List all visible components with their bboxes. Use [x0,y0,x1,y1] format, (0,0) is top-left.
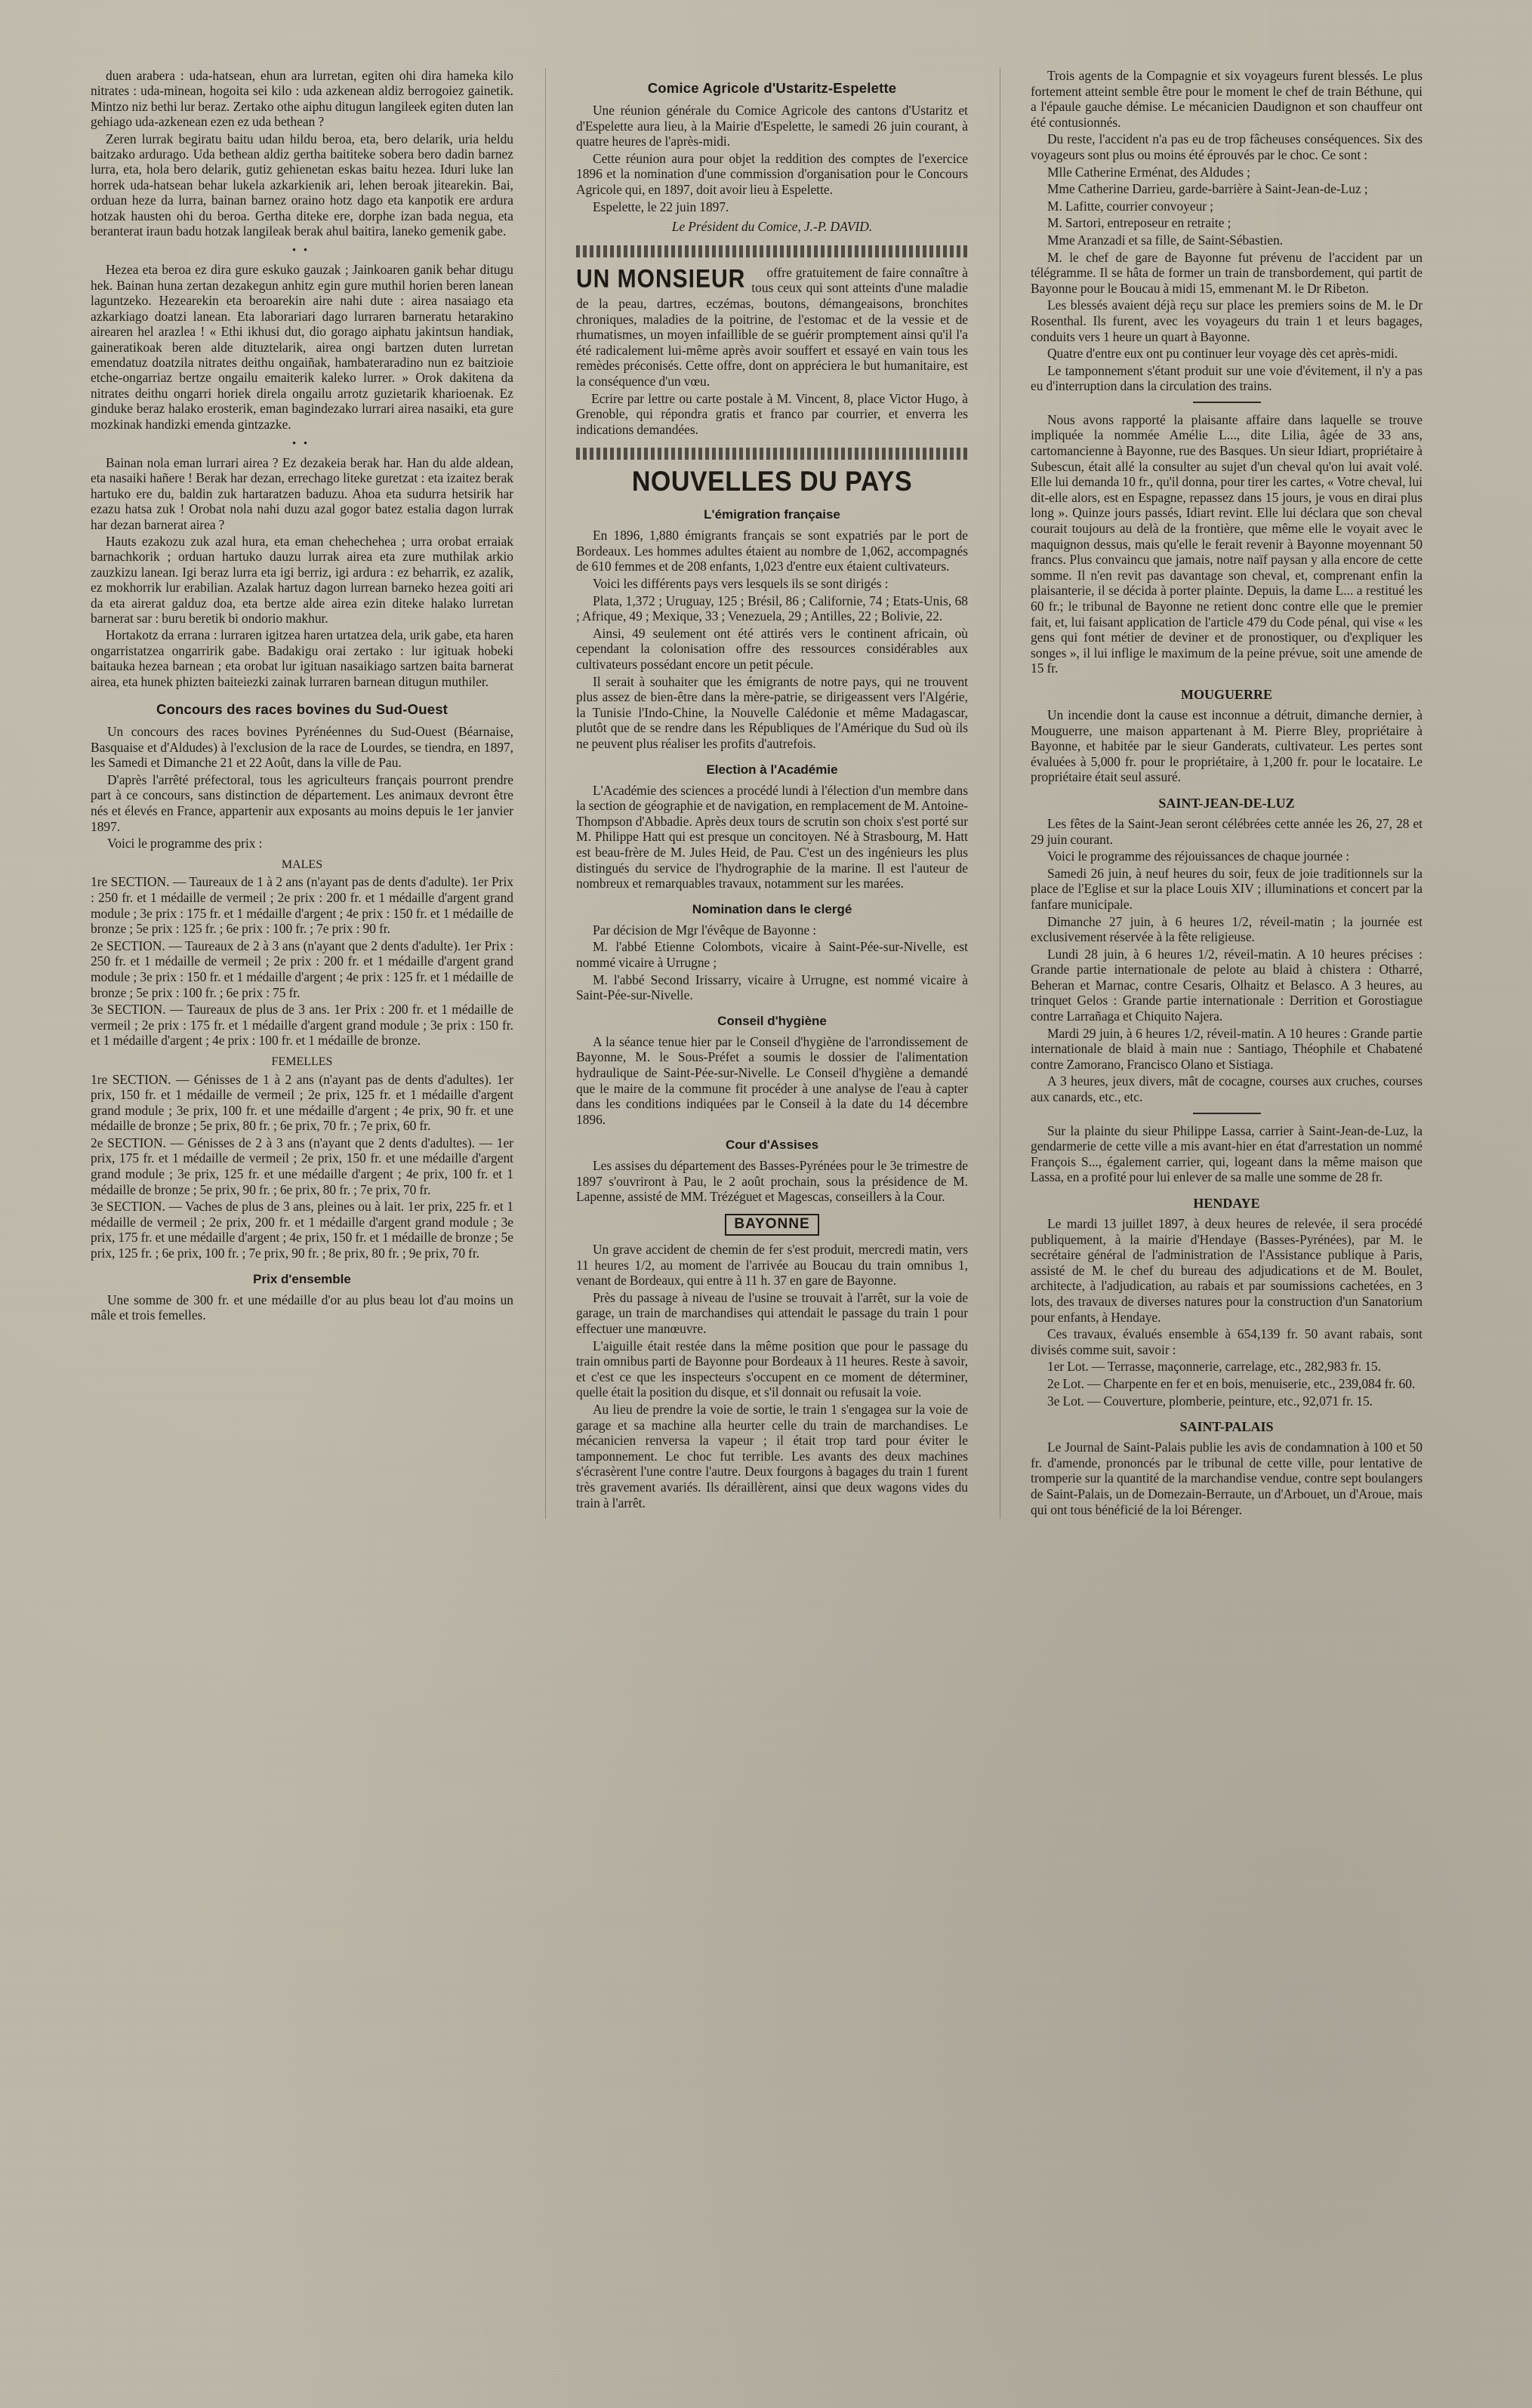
concours-para: Voici le programme des prix : [107,836,263,851]
hendaye-lot: 1er Lot. — Terrasse, maçonnerie, carrelage, etc., 282,983 fr. 15. [1047,1359,1381,1375]
victim-entry: Mme Aranzadi et sa fille, de Saint-Sébastien. [1047,232,1284,248]
emigration-para: Plata, 1,372 ; Uruguay, 125 ; Brésil, 86 ; Californie, 74 ; Etats-Unis, 68 ; Afrique, 49 ; Mexique, 33 ; Venezuela, 29 ; Antilles, 22 ; Bolivie, 22. [576,593,968,624]
comice-heading: Comice Agricole d'Ustaritz-Espelette [647,80,897,96]
bayonne-para: L'aiguille était restée dans la même position que pour le passage du train omnibus parti de Bayonne pour Bordeaux à 11 heures. Reste à savoir, et c'est ce que les inspecteurs s'occupent en ce moment de déterminer, quelle était la position du disque, et s'il donnait ou refusait la voie. [576,1338,968,1400]
basque-article-para: Hortakotz da errana : lurraren igitzea haren urtatzea dela, urik gabe, eta haren ongarristatzea ongarririk gabe. Badakigu orai zertako : lur igituak hobeki baitauka hezea barnean ; eta orobat lur igituan nasaikiago sartzen baita barnerat airea, eta hunek phizten baiteiezki zainak lurraren barnean ditugun muthiler. [91,627,513,689]
assises-heading: Cour d'Assises [725,1138,819,1153]
sjl-para: Les fêtes de la Saint-Jean seront célébrées cette année les 26, 27, 28 et 29 juin courant. [1031,815,1423,847]
emigration-para: Voici les différents pays vers lesquels ils se sont dirigés : [593,576,889,592]
ad-para: Ecrire par lettre ou carte postale à M. Vincent, 8, place Victor Hugo, à Grenoble, qui répondra gratis et franco par courrier, et enverra les indications demandées. [576,390,968,437]
male-section: 2e SECTION. — Taureaux de 2 à 3 ans (n'ayant que 2 dents d'adulte). 1er Prix : 250 fr. et 1 médaille de vermeil ; 2e prix : 200 fr. et 1 médaille d'argent grand module ; 3e prix : 150 fr. et 1 médaille d'argent ; 4e prix : 125 fr. et 1 médaille de bronze ; 5e prix : 100 fr. ; 6e prix : 75 fr. [91,938,513,1000]
female-section: 1re SECTION. — Génisses de 1 à 2 ans (n'ayant pas de dents d'adultes). 1er prix, 150 fr. et 1 médaille de vermeil ; 2e prix, 125 fr. et 1 médaille d'argent grand module ; 3e prix, 100 fr. et une médaille d'argent ; 4e prix, 90 fr. et une médaille de bronze ; 5e prix, 80 fr. ; 6e prix, 70 fr. ; 7e prix, 60 fr. [91,1071,513,1134]
nomination-para: Par décision de Mgr l'évêque de Bayonne : [593,922,817,938]
comice-para: Cette réunion aura pour objet la reddition des comptes de l'exercice 1896 et la nomination d'une commission d'organisation pour le Concours Agricole qui, en 1897, doit avoir lieu à Espelette. [576,150,968,197]
female-section: 3e SECTION. — Vaches de plus de 3 ans, pleines ou à lait. 1er prix, 225 fr. et 1 médaille de vermeil ; 2e prix, 200 fr. et 1 médaille d'argent grand module ; 3e prix, 175 fr. et une médaille d'argent ; 4e prix, 150 fr. et 1 médaille de bronze ; 5e prix, 125 fr. ; 6e prix, 100 fr. ; 7e prix, 90 fr. ; 8e prix, 80 fr. ; 9e prix, 70 fr. [91,1199,513,1261]
comice-para: Une réunion générale du Comice Agricole des cantons d'Ustaritz et d'Espelette aura lieu, à la Mairie d'Espelette, le samedi 26 juin courant, à quatre heures de l'après-midi. [576,103,968,149]
female-section: 2e SECTION. — Génisses de 2 à 3 ans (n'ayant que 2 dents d'adultes). — 1er prix, 175 fr. et 1 médaille de vermeil ; 2e prix, 150 fr. et une médaille d'argent grand module ; 3e prix, 125 fr. et une médaille d'argent ; 4e prix, 100 fr. et 1 médaille de bronze ; 5e prix, 90 fr. ; 6e prix, 80 fr. ; 7e prix, 70 fr. [91,1135,513,1197]
sjl-para: Voici le programme des réjouissances de chaque journée : [1047,848,1350,864]
column-two [545,68,968,1519]
hendaye-para: Ces travaux, évalués ensemble à 654,139 fr. 50 avant rabais, sont divisés comme suit, savoir : [1031,1326,1423,1357]
ornament-dots: • • [291,245,313,257]
victim-entry: M. Lafitte, courrier convoyeur ; [1047,198,1213,214]
sjl-para: Sur la plainte du sieur Philippe Lassa, carrier à Saint-Jean-de-Luz, la gendarmerie de cette ville a mis avant-hier en état d'arrestation un nommé François S..., également carrier, qui, logeant dans la même maison que Lassa, en a profité pour lui enlever de sa malle une somme de 28 fr. [1031,1122,1423,1185]
sjl-para: A 3 heures, jeux divers, mât de cocagne, courses aux cruches, courses aux canards, etc., etc. [1031,1073,1423,1105]
concours-para: Un concours des races bovines Pyrénéennes du Sud-Ouest (Béarnaise, Basquaise et d'Aldudes) à l'exclusion de la race de Lourdes, se tiendra, en 1897, les Samedi et Dimanche 21 et 22 Août, dans la ville de Pau. [91,724,513,771]
prix-ensemble-para: Une somme de 300 fr. et une médaille d'or au plus beau lot d'au moins un mâle et trois femelles. [91,1292,513,1323]
emigration-para: En 1896, 1,880 émigrants français se sont expatriés par le port de Bordeaux. Les hommes adultes étaient au nombre de 1,062, accompagnés de 610 femmes et de 208 enfants, 1,023 d'entre eux étaient cultivateurs. [576,528,968,574]
sjl-para: Mardi 29 juin, à 6 heures 1/2, réveil-matin. A 10 heures : Grande partie internationale de blaid à main nue : Santiago, Théophile et Chabatené contre Zamorano, Francisco Olano et Sistiaga. [1031,1025,1423,1072]
ad-lead-word: UN MONSIEUR [576,264,746,294]
saint-jean-de-luz-heading: SAINT-JEAN-DE-LUZ [1158,795,1295,811]
victim-entry: Mme Catherine Darrieu, garde-barrière à Saint-Jean-de-Luz ; [1047,181,1368,197]
affaire-para: Nous avons rapporté la plaisante affaire dans laquelle se trouve impliquée la nommée Amélie L..., dite Lilia, âgée de 33 ans, cartomancienne à Bayonne, rue des Basques. Un sieur Idiart, propriétaire à Subescun, était allé la consulter au sujet d'un cheval qu'on lui avait volé. Elle lui demanda 10 fr., qu'il donna, pour tirer les cartes, « Votre cheval, lui dit-elle alors, est en Espagne, repassez dans 15 jours, je vous en dirai plus long ». Quinze jours passés, Idiart revint. Elle lui déclara que son cheval courait toujours au delà de la frontière, que même elle le voyait avec le maquignon dessus, mais qu'elle le ferait revenir à Bayonne moyennant 50 francs. Plus convaincu que jamais, notre naïf paysan y alla encore de cette somme. Il n'en revit pas davantage son cheval, et, comprenant enfin la plaisanterie, il se décida à porter plainte. Depuis, la dame L... a restitué les 60 fr.; le tribunal de Bayonne ne retient donc contre elle que le premier fait, et, lui faisant application de l'article 479 du Code pénal, qui vise « les gens qui font métier de deviner et de pronostiquer, ou d'expliquer les songes », il lui inflige le maximum de la peine prévue, soit une amende de 15 fr. [1031,411,1423,676]
sjl-para: Dimanche 27 juin, à 6 heures 1/2, réveil-matin ; la journée est exclusivement réservée à la fête religieuse. [1031,913,1423,945]
nomination-para: M. l'abbé Etienne Colombots, vicaire à Saint-Pée-sur-Nivelle, est nommé vicaire à Urrugne ; [576,939,968,970]
hendaye-lot: 3e Lot. — Couverture, plomberie, peinture, etc., 92,071 fr. 15. [1047,1393,1373,1409]
column-three [1000,68,1423,1519]
bayonne-cont-para: Le tamponnement s'étant produit sur une voie d'évitement, il n'y a pas eu d'interruption dans la circulation des trains. [1031,362,1423,394]
victim-entry: Mlle Catherine Erménat, des Aldudes ; [1047,164,1250,180]
three-column-layout [91,68,1441,1519]
basque-article-para: Bainan nola eman lurrari airea ? Ez dezakeia berak har. Han du alde aldean, eta nasaiki hañere ! Berak har dezan, errechago liteke guretzat : eta izaitez berak hartuko ere du, baldin zuk hartaratzen baduzu. Ahoa eta sudurra hetsirik har ezazu hatsa zuk ! Orobat nola nahi duzu azal gogor batez estalia dagon lurrak har dezan barnerat airea ? [91,454,513,532]
basque-article-para: Hezea eta beroa ez dira gure eskuko gauzak ; Jainkoaren ganik behar ditugu hek. Bainan huna zertan dezakegun anhitz egin gure muthil horien beren lanean laguntzeko. Hezearekin eta beroarekin aire nahi dute : airea nasaiago eta azkarkiago doatzi lanean. Eta laborariari dago lurraren barneratu hetarakino airearen hel arazlea ! « Ethi ikhusi dut, dio gorago aiphatu jakintsun handiak, gaineratikoak beren alde dituztelarik, airea ongi bartzen duten lurretan emendatuz doatzila nitrates deithu ongaiñak, hambateraradino nun ez baitzioie etche-ongarriaz bertze ongailu emaiterik kaleko lurrer. » Orok dakitena da nitrates deithu ongarri horiek direla ongailu arrotz guzietarik kharioenak. Ez ginduke beraz halako erosterik, eman bagindezako lurrari airea nasaiki, eta gure mozkinak handizki emenda gintzazke. [91,262,513,432]
sjl-para: Samedi 26 juin, à neuf heures du soir, feux de joie traditionnels sur la place de l'Eglise et sur la place Louis XIV ; illuminations et concert par la fanfare municipale. [1031,865,1423,912]
femelles-heading: FEMELLES [271,1055,333,1068]
mouguerre-para: Un incendie dont la cause est inconnue a détruit, dimanche dernier, à Mouguerre, une maison appartenant à M. Pierre Bley, propriétaire à Bayonne, et habitée par le sieur Ganderats, cultivateur. Les pertes sont évaluées à 5,000 fr. pour le propriétaire, à 1,200 fr. pour le locataire. Le propriétaire était seul assuré. [1031,707,1423,785]
ornamental-rule [576,448,968,460]
emigration-para: Ainsi, 49 seulement ont été attirés vers le continent africain, où cependant la colonisation offre des ressources considérables aux cultivateurs possédant encore un petit pécule. [576,625,968,673]
comice-para: Espelette, le 22 juin 1897. [593,199,729,214]
ad-para: offre gratuitement de faire connaître à tous ceux qui sont atteints d'une maladie de la peau, dartres, eczémas, boutons, démangeaisons, bronchites chroniques, maladies de la poitrine, de l'estomac et de la vessie et de rhumatismes, un moyen infaillible de se guérir promptement ainsi qu'il l'a été radicalement lui-même après avoir souffert et essayé en vain tous les remèdes préconisés. Cette offre, dont on appréciera le but humanitaire, est la conséquence d'un vœu. [576,264,968,389]
ornament-dots: • • [291,437,313,450]
ornamental-rule [576,245,968,257]
bayonne-cont-para: Du reste, l'accident n'a pas eu de trop fâcheuses conséquences. Six des voyageurs sont plus ou moins été éprouvés par le choc. Ce sont : [1031,131,1423,162]
saint-palais-heading: SAINT-PALAIS [1179,1419,1274,1435]
bayonne-para: Près du passage à niveau de l'usine se trouvait à l'arrêt, sur la voie de garage, un train de marchandises qui attendait le passage du train 1 pour effectuer une manœuvre. [576,1289,968,1337]
stpalais-para: Le Journal de Saint-Palais publie les avis de condamnation à 100 et 50 fr. d'amende, prononcés par le tribunal de cette ville, pour lentative de tromperie sur la quantité de la marchandise vendue, contre sept boulangers de Saint-Palais, un de Domezain-Berraute, un d'Arbouet, un d'Aroue, mais qui ont tous bénéficié de la loi Bérenger. [1031,1440,1423,1517]
emigration-para: Il serait à souhaiter que les émigrants de notre pays, qui ne trouvent plus assez de bien-être dans la mère-patrie, se dirigeassent vers l'Algérie, la Tunisie l'Indo-Chine, la Nouvelle Calédonie et même Madagascar, plutôt que de se rendre dans les Républiques de l'Amérique du Sud où ils ne peuvent plus réaliser les profits d'autrefois. [576,673,968,751]
hendaye-heading: HENDAYE [1193,1196,1260,1211]
academie-heading: Election à l'Académie [706,762,838,777]
hendaye-lot: 2e Lot. — Charpente en fer et en bois, menuiserie, etc., 239,084 fr. 60. [1047,1375,1416,1391]
nomination-para: M. l'abbé Second Irissarry, vicaire à Urrugne, est nommé vicaire à Saint-Pée-sur-Nivelle. [576,972,968,1003]
emigration-heading: L'émigration française [704,507,840,522]
males-list [91,874,513,1048]
bayonne-cont-para: Quatre d'entre eux ont pu continuer leur voyage dès cet après-midi. [1047,346,1398,362]
bayonne-para: Un grave accident de chemin de fer s'est produit, mercredi matin, vers 11 heures 1/2, au moment de l'arrivée au Boucau du train omnibus 1, venant de Bordeaux, qui entre à 11 h. 37 en gare de Bayonne. [576,1242,968,1289]
basque-article-para: Zeren lurrak begiratu baitu udan hildu beroa, eta, bero delarik, uria heldu baitzako ardurago. Uda bethean aldiz gertha baititeke sobera bero dadin barnez lurra, eta, hola bero delarik, gutiz gehienetan eskas baitu hezea. Iduri luke lan horrek uda-hatsean behar lukela azkarkienik ari, lehen beroak jitearekin. Bai, orduan heze da lurra, bainan barnez oraino hotz dago eta kanpotik ere ardura hotzak hausten ohi du beroa. Gertha diteke ere, dorphe izan bada negua, eta beranterat iraun badu hotzak langileak berak ahul baitira, laneko gemenik gabe. [91,131,513,239]
bayonne-para: Au lieu de prendre la voie de sortie, le train 1 s'engagea sur la voie de garage et sa machine alla heurter celle du train de marchandises. Le mécanicien renversa la vapeur ; il était trop tard pour éviter le tamponnement. Le choc fut terrible. Les avants des deux machines s'écrasèrent l'une contre l'autre. Deux fourgons à bagages du train 1 furent très gravement avariés. Ils déraillèrent, ainsi que deux wagons vides du train à l'arrêt. [576,1402,968,1510]
bayonne-cont-para: Les blessés avaient déjà reçu sur place les premiers soins de M. le Dr Rosenthal. Ils furent, avec les voyageurs du train 1 et leurs bagages, conduits vers 1 heure un quart à Bayonne. [1031,297,1423,344]
prix-ensemble-heading: Prix d'ensemble [253,1271,351,1286]
concours-para: D'après l'arrêté préfectoral, tous les agriculteurs français pourront prendre part à ce concours, sans distinction de département. Les animaux devront être nés et élevés en France, appartenir aux exposants au moins depuis le 1er janvier 1897. [91,771,513,834]
concours-heading: Concours des races bovines du Sud-Ouest [156,701,449,718]
hendaye-para: Le mardi 13 juillet 1897, à deux heures de relevée, il sera procédé publiquement, à la mairie d'Hendaye (Basses-Pyrénées), par M. le secrétaire général de l'administration de l'Assistance publique à Paris, assisté de M. le chef du bureau des adjudications et de M. Boulet, architecte, à l'adjudication, au rabais et par soumissions cachetées, en 3 lots, des travaux de diverses natures pour la construction d'un Sanatorium pour enfants, à Hendaye. [1031,1216,1423,1325]
basque-article-para: duen arabera : uda-hatsean, ehun ara lurretan, egiten ohi dira hameka kilo nitrates : uda-minean, hogoita sei kilo : uda azkenean aldiz berrogoiez gainetik. Mintzo niz bethi lur beraz. Zertako othe aiphu ditugun langileek egiten duten lan gehiago uda-azkenean ezen ez uda bethean ? [91,68,513,130]
bayonne-cont-para: Trois agents de la Compagnie et six voyageurs furent blessés. Le plus fortement atteint semble être pour le moment le chef de train Béthune, qui a l'épaule gauche démise. Le mécanicien Daudignon et son chauffeur ont été contusionnés. [1031,68,1423,130]
male-section: 3e SECTION. — Taureaux de plus de 3 ans. 1er Prix : 200 fr. et 1 médaille de vermeil ; 2e prix : 175 fr. et 1 médaille d'argent grand module ; 3e prix : 150 fr. et 1 médaille d'argent ; 4e prix : 100 fr. et 1 médaille de bronze. [91,1002,513,1048]
bayonne-heading: BAYONNE [725,1214,818,1236]
section-divider [1193,402,1261,403]
advertisement-block [576,265,968,438]
comice-signature: Le Président du Comice, J.-P. DAVID. [671,219,873,235]
section-divider [1193,1113,1261,1114]
victim-entry: M. Sartori, entreposeur en retraite ; [1047,215,1231,231]
femelles-list [91,1072,513,1261]
male-section: 1re SECTION. — Taureaux de 1 à 2 ans (n'ayant pas de dents d'adulte). 1er Prix : 250 fr. et 1 médaille de vermeil ; 2e prix : 200 fr. et 1 médaille d'argent grand module ; 3e prix : 175 fr. et 1 médaille d'argent ; 4e prix : 150 fr. et 1 médaille de bronze ; 5e prix : 125 fr. ; 6e prix : 100 fr. ; 7e prix : 90 fr. [91,874,513,937]
column-one [91,68,513,1519]
sjl-para: Lundi 28 juin, à 6 heures 1/2, réveil-matin. A 10 heures précises : Grande partie internationale de pelote au blaid à chistera : Otharré, Beheran et Marnac, contre Cesaris, Olhaitz et Belasco. A 3 heures, au trinquet Gelos : Grande partie internationale : Derrition et Gorostiague contre Larrañaga et Chiquito Najera. [1031,946,1423,1024]
nouvelles-du-pays-heading: NOUVELLES DU PAYS [631,466,913,497]
bayonne-cont-para: M. le chef de gare de Bayonne fut prévenu de l'accident par un télégramme. Il se hâta de former un train de transbordement, qui partit de Bayonne pour le Boucau à midi 15, emmenant M. le Dr Ribeton. [1031,249,1423,296]
hygiene-heading: Conseil d'hygiène [717,1013,827,1028]
mouguerre-heading: MOUGUERRE [1181,686,1272,702]
bayonne-heading-box [576,1214,968,1236]
basque-article-para: Hauts ezakozu zuk azal hura, eta eman chehechehea ; urra orobat erraiak barnachkorik ; orduan hartuko dauzu lurrak airea eta zure muthilak arkio zauzkizu lanean. Igi beraz lurra eta igi berriz, igi ardura : ez beharrik, ez azalik, ez mokhorrik lur erabilian. Azalak hartuz dagon lurrean barneko hezea goiti ari da eta airerat galduz doa, eta bertze alde airea ezin diteke halako lurretan barnerat sar : buru beretik bi ondorio makhur. [91,533,513,626]
assises-para: Les assises du département des Basses-Pyrénées pour le 3e trimestre de 1897 s'ouvriront à Pau, le 2 août prochain, sous la présidence de M. Lapenne, assisté de MM. Trézéguet et Magescas, conseillers à la Cour. [576,1158,968,1205]
nomination-heading: Nomination dans le clergé [692,901,852,916]
males-heading: MALES [281,858,323,871]
academie-para: L'Académie des sciences a procédé lundi à l'élection d'un membre dans la section de géographie et de navigation, en remplacement de M. Antoine-Thompson d'Abbadie. Après deux tours de scrutin son choix s'est porté sur M. Philippe Hatt qui est presque un concitoyen. Né à Strasbourg, M. Hatt est beau-frère de M. Jules Heid, de Pau. C'est un des ingénieurs les plus distingués du service de l'hydrographie de la marine. Il est l'auteur de nombreux et remarquables travaux, notamment sur les marées. [576,782,968,891]
hygiene-para: A la séance tenue hier par le Conseil d'hygiène de l'arrondissement de Bayonne, M. le Sous-Préfet a soumis le dossier de l'alimentation hydraulique de Saint-Pée-sur-Nivelle. Le Conseil d'hygiène a demandé que le maire de la commune fit procéder à une analyse de l'eau à capter dans les conditions indiquées par le Conseil à la date du 14 décembre 1896. [576,1033,968,1127]
